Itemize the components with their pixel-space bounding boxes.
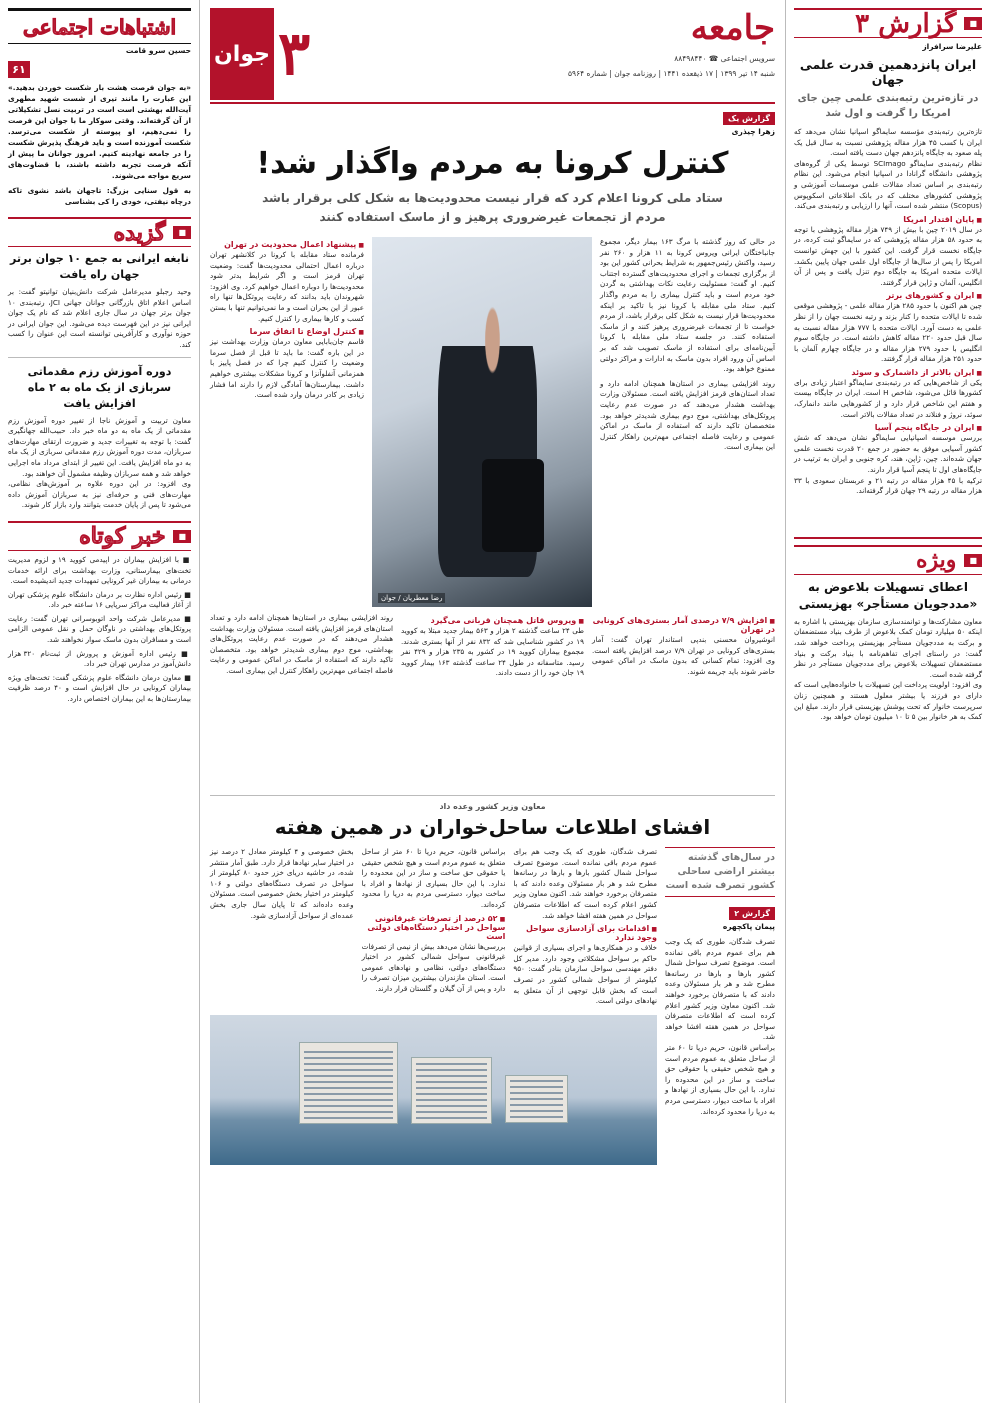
article-paragraph: تصرف شدگان، طوری که یک وجب هم برای عموم مردم باقی نمانده است. موضوع تصرف سواحل شمال کشور بارها و بارها در رسانه‌ها مطرح شد و هر بار مسئولان وعده دادند که با متصرفان برخورد خواهند شد. اکنون معاون وزیر کشور اعلام کرده است که اطلاعات متصرفان سواحل در همین هفته افشا خواهد شد. [665, 937, 775, 1042]
news-item: ■ با افزایش بیماران در اپیدمی کووید ۱۹ و لزوم مدیریت تخت‌های بیمارستانی، وزارت بهداشت برای ارائه خدمات درمانی به بیماران غیر کرونایی تمهیدات جدید اندیشیده است. [8, 554, 191, 586]
service-phone: ۸۸۴۹۸۴۴۰ [674, 54, 707, 63]
masthead [210, 8, 775, 104]
phone-icon: ☎ [706, 54, 719, 63]
report-section-band [794, 8, 982, 38]
report-author: پیمان پاکچهره [722, 922, 775, 931]
article-subheading: ■ ویروس قاتل همچنان قربانی می‌گیرد [401, 616, 584, 625]
article-subheading: ■ پیشنهاد اعمال محدودیت در تهران [210, 240, 364, 249]
article-headline: دوره آموزش رزم مقدماتی سربازی از یک ماه به ۲ ماه افزایش یافت [27, 364, 172, 410]
article-paragraph: وی افزود: اولویت پرداخت این تسهیلات با خانواده‌هایی است که دارای دو فرزند یا بیشتر معلول هستند و همچنین زنان سرپرست خانوار که تحت پوشش بهزیستی قرار دارند. مبلغ این کمک به هر خانوار بین ۵ تا ۱۰ میلیون تومان خواهد بود. [794, 680, 982, 722]
article-headline: اعطای تسهیلات بلاعوض به «مددجویان مستأجر» بهزیستی [798, 579, 978, 611]
photo-building [505, 1075, 568, 1123]
main-photo [372, 237, 592, 607]
main-column [200, 0, 785, 1403]
article-paragraph: براساس قانون، حریم دریا تا ۶۰ متر از ساحل متعلق به عموم مردم است و هیچ شخص حقیقی یا حقوقی حق ساخت و ساز در این محدوده را ندارد. با این حال بسیاری از نهادها و افراد با ساخت دیوار، دسترسی مردم به دریا را محدود کرده‌اند. [361, 847, 506, 909]
article-paragraph: وی افزود: در این دوره علاوه بر آموزش‌های نظامی، مهارت‌های فنی و حرفه‌ای نیز به سربازان آموزش داده می‌شود تا پس از پایان خدمت بتوانند وارد بازار کار شوند. [8, 479, 191, 510]
article-paragraph: بخش خصوصی و ۴ کیلومتر معادل ۲ درصد نیز در اختیار سایر نهادها قرار دارد. طبق آمار منتشر شده، در حاشیه دریای خزر حدود ۸۰ کیلومتر از سواحل در تصرف دستگاه‌های دولتی و ۱۰۶ کیلومتر در اختیار بخش خصوصی است. مسئولان وعده داده‌اند که تا پایان سال جاری بخش عمده‌ای از سواحل آزادسازی شود. [209, 847, 354, 920]
main-article-body [600, 237, 775, 607]
article-paragraph: معاون مشارکت‌ها و توانمندسازی سازمان بهزیستی با اشاره به اینکه ۵۰ میلیارد تومان کمک بلاعوض از طرف بنیاد مستضعفان و برکت به مددجویان مستأجر بهزیستی پرداخت خواهد شد، گفت: در راستای اجرای تفاهم‌نامه با بنیاد برکت و بنیاد مستضعفان تسهیلات بلاعوض برای مددجویان مستأجر در نظر گرفته شده است. [794, 616, 982, 679]
article-headline: نابغه ایرانی به جمع ۱۰ جوان برتر جهان راه یافت [9, 252, 189, 281]
left-column [0, 0, 200, 1403]
page-number: ۳ [278, 19, 311, 89]
headline-lead: ستاد ملی کرونا اعلام کرد که قرار نیست محدودیت‌ها به شکل کلی برقرار باشد [262, 191, 723, 205]
news-item: ■ مدیرعامل شرکت واحد اتوبوسرانی تهران گفت: رعایت پروتکل‌های بهداشتی در ناوگان حمل و نقل عمومی الزامی است و مسافران بدون ماسک سوار نخواهند شد. [8, 613, 191, 645]
photo-credit: رضا معطریان / جوان [378, 593, 445, 603]
article-paragraph: یکی از شاخص‌هایی که در رتبه‌بندی سایماگو اعتبار زیادی برای کشورها قائل می‌شود، شاخص H است. ایران در جایگاه بیست و هفتم این شاخص قرار دارد و از کشورهایی مانند دانمارک، سوئد، نروژ و فنلاند در تعداد مقالات بالاتر است. [794, 377, 982, 419]
article-subheading: ■ پایان اقتدار امریکا [794, 215, 982, 224]
column-title: اشتباهات اجتماعی [22, 15, 177, 39]
article-paragraph: قاسم جان‌بابایی معاون درمان وزارت بهداشت نیز در این باره گفت: ما باید تا قبل از فصل سرما وضعیت را کنترل کنیم چرا که در فصل پاییز با همزمانی آنفلوآنزا و کرونا مشکلات بیشتری خواهیم داشت. بیمارستان‌ها آمادگی لازم را دارند اما فشار زیادی بر کادر درمان وارد شده است. [210, 337, 364, 400]
column-number: ۶۱ [8, 61, 30, 78]
section-title: گزیده [113, 219, 166, 246]
article-paragraph: بررسی موسسه اسپانیایی سایماگو نشان می‌دهد که شش کشور آسیایی موفق به حضور در جمع ۲۰ قدرت نخست علمی جهان شده‌اند. چین، ژاپن، هند، کره جنوبی و ایران به ترتیب در جایگاه‌های اول تا پنجم آسیا قرار دارند. [794, 433, 982, 475]
article-subheading: ■ کنترل اوضاع تا اتفاق سرما [210, 327, 364, 336]
report-badge: گزارش یک [723, 112, 775, 125]
photo-building [411, 1057, 491, 1125]
column-author: حسین سرو قامت [125, 46, 191, 55]
article-paragraph: انوشیروان محسنی بندپی استاندار تهران گفت: آمار بستری‌های کرونایی در تهران ۷/۹ درصد افزایش یافته است. وی افزود: تمام کسانی که بدون ماسک در اماکن عمومی حاضر شوند باید جریمه شوند. [592, 635, 775, 676]
article-paragraph: تازه‌ترین رتبه‌بندی مؤسسه سایماگو اسپانیا نشان می‌دهد که ایران با کسب ۴۵ هزار مقاله پژوهشی نسبت به سال قبل یک پله صعود به جایگاه پانزدهم جهان دست یافته است. [794, 127, 982, 158]
photo-building [299, 1042, 397, 1125]
headline-lead: مردم از تجمعات غیرضروری پرهیز و از ماسک استفاده کنند [319, 210, 666, 224]
article-lead: در تازه‌ترین رتبه‌بندی علمی چین جای امریکا را گرفت و اول شد [797, 93, 979, 119]
article-subheading: ■ اقدامات برای آزادسازی سواحل وجود ندارد [513, 924, 657, 942]
report-author: زهرا چیذری [731, 127, 775, 136]
service-name: سرویس اجتماعی [720, 54, 775, 63]
article-paragraph: تصرف شدگان، طوری که یک وجب هم برای عموم مردم باقی نمانده است. موضوع تصرف سواحل شمال کشور بارها و بارها در رسانه‌ها مطرح شد و هر بار مسئولان وعده دادند که با متصرفان برخورد خواهند شد. اکنون معاون وزیر کشور اعلام کرده است که اطلاعات متصرفان سواحل در همین هفته افشا خواهد شد. [513, 847, 657, 920]
main-headline: کنترل کرونا به مردم واگذار شد! [256, 146, 729, 181]
article-paragraph: ترکیه با ۴۵ هزار مقاله در رتبه ۲۱ و عربستان سعودی با ۳۳ هزار مقاله در رتبه ۲۹ جهان قرار گرفته‌اند. [794, 475, 982, 496]
section-title: خبر کوتاه [79, 523, 166, 550]
article-paragraph: فرمانده ستاد مقابله با کرونا در کلانشهر تهران درباره اعمال احتمالی محدودیت‌ها گفت: وضعیت تهران قرمز است و اگر شرایط بدتر شود محدودیت‌ها را دوباره اعمال خواهیم کرد. وی افزود: شهروندان باید بدانند که رعایت پروتکل‌ها تنها راه عبور از این بحران است و ما نمی‌توانیم تنها با بستن کسب و کارها بیماری را کنترل کنیم. [210, 250, 364, 323]
digest-section-band [8, 217, 191, 247]
report-badge: گزارش ۲ [729, 907, 775, 920]
article-paragraph: روند افزایشی بیماری در استان‌ها همچنان ادامه دارد و تعداد استان‌های قرمز افزایش یافته است. مسئولان وزارت بهداشت هشدار می‌دهند که در صورت عدم رعایت پروتکل‌های بهداشتی، موج دوم بیماری شدیدتر خواهد بود. متخصصان تاکید دارند که استفاده از ماسک در اماکن عمومی و رعایت فاصله اجتماعی مهم‌ترین راهکار کنترل این بیماری است. [210, 613, 393, 675]
second-kicker: معاون وزیر کشور وعده داد [439, 802, 546, 811]
article-subheading: ■ افزایش ۷/۹ درصدی آمار بستری‌های کرونایی در تهران [592, 616, 775, 634]
section-marker: ■ [173, 226, 191, 239]
article-subheading: ■ ایران بالاتر از داشمارک و سوئد [794, 368, 982, 377]
second-headline: افشای اطلاعات ساحل‌خواران در همین هفته [274, 815, 711, 839]
second-article-side [665, 847, 775, 1165]
side-article-body [210, 237, 364, 607]
article-paragraph: نظام رتبه‌بندی سایماگو SCImago توسط یکی از گروه‌های پژوهشی دانشگاه گرانادا در اسپانیا انجام می‌شود. این نظام رتبه‌بندی بر اساس تعداد مقالات علمی موسسات آموزشی و پژوهشی کشورهای مختلف که در بانک اطلاعاتی اسکوپوس (Scopus) منتشر شده است، آنها را ارزیابی و رتبه‌بندی می‌کند. [794, 158, 982, 211]
article-paragraph: وحید رجبلو مدیرعامل شرکت دانش‌بنیان توانیتو گفت: بر اساس اعلام اتاق بازرگانی جوانان جهانی JCI، رتبه‌بندی ۱۰ جوان برتر جهان در سال جاری اعلام شد که نام یک جوان ایرانی نیز در این فهرست دیده می‌شود. این جوان ایرانی در حوزه نوآوری و کارآفرینی توانسته است این عنوان را کسب کند. [8, 287, 192, 349]
section-marker: ■ [964, 17, 982, 30]
service-info [568, 54, 775, 63]
article-paragraph: معاون تربیت و آموزش ناجا از تغییر دوره آموزش رزم مقدماتی از یک ماه به دو ماه خبر داد. حبیب‌الله جهانگیری گفت: با توجه به تغییرات جدید و ضرورت ارتقای مهارت‌های سربازان، مدت دوره آموزش رزم مقدماتی سربازی از یک ماه به دو ماه افزایش یافت. این تغییر از ابتدای مرداد ماه اجرایی خواهد شد و همه سربازان وظیفه مشمول آن خواهند بود. [8, 415, 191, 478]
page-section-name: جامعه [690, 8, 775, 48]
column-text: «به جوان فرصت هشت بار شکست خوردن بدهید.» این عبارت را مانند تیری از شست شهید مطهری آیت‌الله بهشتی است است در تربیت نسل تشکیلاتی از آن گرفته‌اند. وقتی سوکار ما با جوان این فرصت را نمی‌دهیم، او پیوسته از شکست می‌ترسد. شکست آموزنده است و باید فرهنگ پذیرش شکست را در جامعه نهادینه کنیم. امروز جوانان ما پیش از آنکه فرصت تجربه داشته باشند، با قضاوت‌های سریع مواجه می‌شوند. [8, 83, 191, 180]
article-subheading: ■ ایران در جایگاه پنجم آسیا [794, 423, 982, 432]
news-item: ■ رئیس اداره آموزش و پرورش از ثبت‌نام ۳۲۰ هزار دانش‌آموز در مدارس تهران خبر داد. [8, 648, 191, 669]
short-news-band [8, 521, 191, 551]
section-title: ویژه [916, 547, 957, 574]
issue-date: شنبه ۱۴ تیر ۱۳۹۹ | ۱۷ ذیقعده ۱۴۴۱ | روزنامه جوان | شماره ۵۹۶۴ [568, 69, 775, 78]
special-section-band [794, 545, 982, 575]
article-paragraph: خلاف و در همکاری‌ها و اجرای بسیاری از قوانین حاکم بر سواحل مشکلاتی وجود دارد. مدیر کل دفتر مهندسی سواحل سازمان بنادر گفت: ۹۵۰ کیلومتر از سواحل شمالی کشور در تصرف است که بخش قابل توجهی از آن متعلق به نهادهای دولتی است. [513, 943, 657, 1006]
column-text: به قول سنایی بزرگ: تاجهان باشد نشوی تاکه درچاه نیفتی، خودی را کی بشناسی [8, 186, 191, 206]
article-paragraph: چین هم اکنون با حدود ۲۸۵ هزار مقاله علمی - پژوهشی موقعی شده تا ایالات متحده را کنار بزند و رتبه نخست جهان را از نظر علمی به دست آورد. ایالات متحده با ۷۷۷ هزار مقاله نسبت به سال قبل حدود ۲۲۰ مقاله کاهش داشته است. در جایگاه سوم انگلیس با حدود ۲۷۹ هزار مقاله و در جایگاه چهارم آلمان با حدود ۲۵۱ هزار مقاله قرار گرفتند. [794, 301, 983, 364]
article-paragraph: طی ۲۴ ساعت گذشته ۲ هزار و ۵۶۳ بیمار جدید مبتلا به کووید ۱۹ در کشور شناسایی شد که ۸۳۲ نفر از آنها بستری شدند. مجموع بیماران کووید ۱۹ در کشور به ۲۳۵ هزار و ۴۲۹ نفر رسید. متاسفانه در طول ۲۴ ساعت گذشته ۱۶۳ بیمار کووید ۱۹ جان خود را از دست دادند. [401, 626, 585, 678]
article-subheading: ■ ایران و کشورهای برتر [794, 291, 982, 300]
news-item: ■ رئیس اداره نظارت بر درمان دانشگاه علوم پزشکی تهران از آغاز فعالیت مراکز سرپایی ۱۶ ساعته خبر داد. [8, 589, 191, 610]
right-column [785, 0, 990, 1403]
article-headline: ایران پانزدهمین قدرت علمی جهان [799, 57, 977, 87]
article-paragraph: در سال ۲۰۱۹ چین با بیش از ۷۴۹ هزار مقاله پژوهشی با توجه به حدود ۵۸ هزار مقاله پژوهشی که در سایماگو ثبت کرده، در جایگاه نخست قرار گرفت. این کشور با این جهش توانست امریکا را پس از سال‌ها از جایگاه اول علمی جهان پایین بکشد. ایالات متحده امریکا به جایگاه دوم تنزل یافت و پس از آن انگلیس، آلمان و ژاپن قرار گرفتند. [794, 224, 982, 287]
coast-photo [210, 1015, 657, 1165]
newspaper-logo: جوان [210, 8, 274, 100]
news-item: ■ معاون درمان دانشگاه علوم پزشکی گفت: تخت‌های ویژه بیماران کرونایی در حال افزایش است و ۴۰ درصد ظرفیت بیمارستان‌ها به این بیماران اختصاص دارد. [8, 672, 191, 704]
article-subheading: ■ ۵۲ درصد از تصرفات غیرقانونی سواحل در اختیار دستگاه‌های دولتی است [362, 914, 506, 941]
section-marker: ■ [964, 554, 982, 567]
pull-quote: در سال‌های گذشته بیشتر اراضی ساحلی کشور تصرف شده است [665, 847, 775, 897]
article-paragraph: براساس قانون، حریم دریا تا ۶۰ متر از ساحل متعلق به عموم مردم است و هیچ شخص حقیقی یا حقوقی حق ساخت و ساز در این محدوده را ندارد. با این حال بسیاری از نهادها و افراد با ساخت دیوار، دسترسی مردم به دریا را محدود کرده‌اند. [665, 1042, 775, 1116]
photo-bag [482, 459, 544, 552]
section-title: گزارش ۳ [855, 8, 957, 39]
article-paragraph: روند افزایشی بیماری در استان‌ها همچنان ادامه دارد و تعداد استان‌های قرمز افزایش یافته است. مسئولان وزارت بهداشت هشدار می‌دهند که در صورت عدم رعایت پروتکل‌های بهداشتی، موج دوم بیماری شدیدتر خواهد بود. متخصصان تاکید دارند که استفاده از ماسک در اماکن عمومی و رعایت فاصله اجتماعی مهم‌ترین راهکار کنترل این بیماری است. [600, 378, 775, 452]
article-author: علیرضا سرافراز [922, 42, 982, 51]
article-paragraph: بررسی‌ها نشان می‌دهد بیش از نیمی از تصرفات غیرقانونی سواحل شمالی کشور در اختیار دستگاه‌های دولتی، نظامی و نهادهای عمومی است. استان مازندران بیشترین میزان تصرف را دارد و پس از آن گیلان و گلستان قرار دارند. [361, 941, 506, 993]
section-marker: ■ [173, 530, 191, 543]
article-paragraph: در حالی که روز گذشته با مرگ ۱۶۳ بیمار دیگر، مجموع جانباختگان ایرانی ویروس کرونا به ۱۱ هزار و ۲۶۰ نفر رسید، واکنش رئیس‌جمهور به شرایط بحرانی کشور این بود از برگزاری تجمعات و اجرای محدودیت‌های گسترده اجتناب کنیم. او گفت: مسئولیت رعایت نکات بهداشتی به گردن خود مردم است و باید کنترل بیماری را به مردم واگذار کنیم. ستاد ملی مقابله با کرونا نیز با تاکید بر اینکه محدودیت‌ها قرار نیست به شکل کلی برقرار باشد، از مردم خواست تا از تجمعات غیرضروری پرهیز کنند و از ماسک استفاده کنند. در جلسه ستاد ملی مقابله با کرونا آیین‌نامه‌ای برای استفاده از ماسک تصویب شد که بر اساس آن ورود افراد بدون ماسک به ادارات و مراکز دولتی ممنوع خواهد بود. [600, 237, 775, 374]
